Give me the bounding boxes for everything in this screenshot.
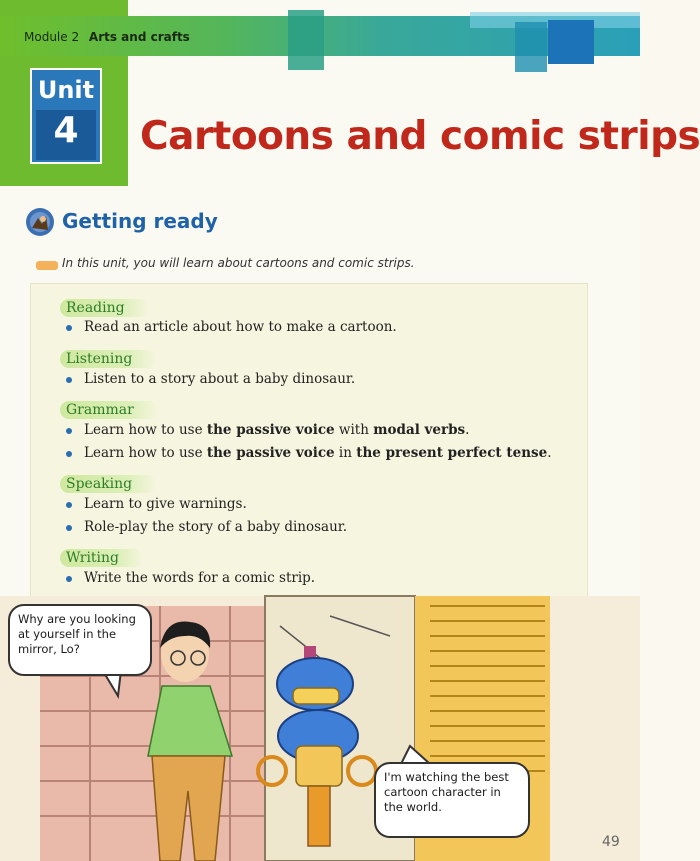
- list-item: Learn to give warnings.: [66, 496, 247, 512]
- speech-bubble-left: Why are you looking at yourself in the mirror, Lo?: [8, 604, 152, 676]
- module-name: Arts and crafts: [88, 30, 190, 44]
- speech-bubble-right: I'm watching the best cartoon character in the world.: [374, 762, 530, 838]
- module-label: [24, 30, 190, 44]
- intro-text: In this unit, you will learn about cartoons and comic strips.: [62, 256, 415, 270]
- unit-word: Unit: [37, 76, 95, 104]
- section-label: Grammar: [60, 401, 158, 419]
- list-item: Learn how to use the passive voice in the present perfect tense.: [66, 445, 552, 461]
- comic-illustration: [0, 596, 640, 861]
- list-item: Read an article about how to make a cartoon.: [66, 319, 397, 335]
- section-listening: [60, 348, 156, 368]
- section-reading: [60, 297, 149, 317]
- header-band-square: [288, 10, 324, 70]
- bullet-icon: [66, 502, 72, 508]
- section-speaking: [60, 473, 156, 493]
- unit-badge: [30, 68, 102, 164]
- section-label: Reading: [60, 299, 149, 317]
- list-item: Learn how to use the passive voice with modal verbs.: [66, 422, 469, 438]
- bullet-icon: [66, 525, 72, 531]
- intro-bullet: [36, 261, 58, 270]
- header-band-square: [515, 22, 547, 72]
- unit-number: 4: [53, 110, 79, 151]
- list-item: Write the words for a comic strip.: [66, 570, 315, 586]
- bullet-icon: [66, 451, 72, 457]
- module-number: Module 2: [24, 30, 80, 44]
- bullet-icon: [66, 377, 72, 383]
- getting-ready-icon: [24, 206, 56, 238]
- section-grammar: [60, 399, 158, 419]
- getting-ready-heading: Getting ready: [62, 209, 218, 233]
- list-item: Listen to a story about a baby dinosaur.: [66, 371, 355, 387]
- page-title: Cartoons and comic strips: [140, 114, 700, 159]
- bullet-icon: [66, 576, 72, 582]
- section-writing: [60, 547, 143, 567]
- section-label: Writing: [60, 549, 143, 567]
- bullet-icon: [66, 428, 72, 434]
- bullet-icon: [66, 325, 72, 331]
- section-label: Speaking: [60, 475, 156, 493]
- section-label: Listening: [60, 350, 156, 368]
- list-item: Role-play the story of a baby dinosaur.: [66, 519, 347, 535]
- page-number: 49: [602, 834, 620, 850]
- header-band-square: [548, 20, 594, 64]
